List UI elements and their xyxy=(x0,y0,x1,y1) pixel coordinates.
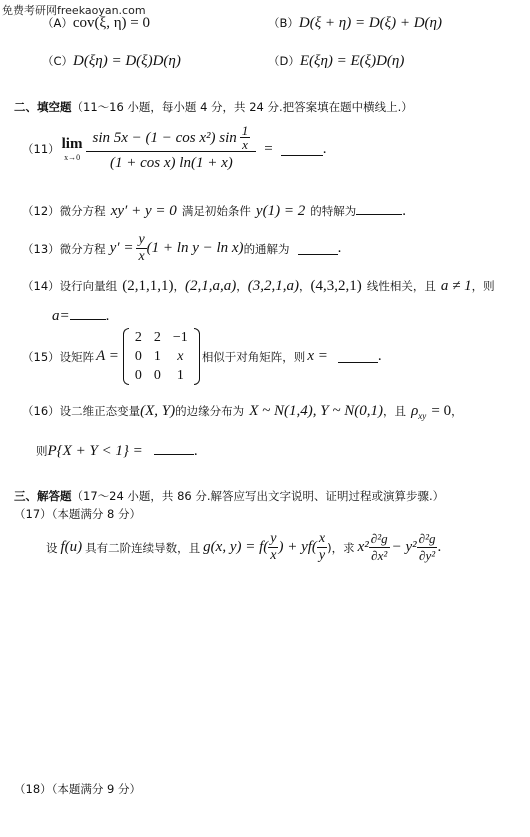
q11-inner-fraction xyxy=(240,124,251,151)
q17-text-2: 具有二阶连续导数，且 xyxy=(85,540,201,555)
q14-number: （14） xyxy=(22,279,60,293)
q11-inner-den: x xyxy=(242,137,248,152)
q16-text-2: 的边缘分布为 xyxy=(175,404,245,418)
section3-desc: （17～24 小题，共 86 分.解答应写出文字说明、证明过程或演算步骤.） xyxy=(71,489,445,503)
q13-period: . xyxy=(337,240,342,256)
q13-text-2: 的通解为 xyxy=(243,241,290,256)
q17-deriv-2-num: ∂²g xyxy=(418,531,436,546)
question-14-line2 xyxy=(52,305,109,325)
choice-a-expr: cov(ξ, η) = 0 xyxy=(72,15,151,31)
question-17 xyxy=(46,531,441,564)
q14-vector-4: (4,3,2,1) xyxy=(310,278,362,294)
q16-text-3: ，且 xyxy=(382,404,406,418)
q17-deriv-2-den: ∂y² xyxy=(419,548,436,563)
q11-fraction xyxy=(86,124,256,174)
q17-frac-1 xyxy=(268,531,278,564)
q17-close: )，求 xyxy=(327,540,355,555)
question-16 xyxy=(22,400,463,421)
q15-matrix xyxy=(123,328,200,385)
q17-f: f(u) xyxy=(60,539,83,555)
q11-inner-num: 1 xyxy=(241,123,249,138)
q17-text-1: 设 xyxy=(46,540,58,555)
q11-limit xyxy=(62,136,83,162)
q14-sep-2: ， xyxy=(236,279,248,293)
matrix-cell: −1 xyxy=(172,329,188,345)
q12-condition: y(1) = 2 xyxy=(255,203,306,219)
q16-distribution: X ~ N(1,4), Y ~ N(0,1) xyxy=(249,403,383,419)
q13-frac-den: x xyxy=(138,249,145,264)
question-14 xyxy=(22,275,495,295)
q16-rho-eq: = 0 xyxy=(431,403,452,419)
choice-a-label: （A） xyxy=(42,16,73,30)
choice-d-expr: E(ξη) = E(ξ)D(η) xyxy=(299,53,405,69)
q15-text-1: 设矩阵 xyxy=(59,349,95,364)
q16-line2-text: 则 xyxy=(36,444,48,458)
q17-label: （17）（本题满分 8 分） xyxy=(14,507,142,521)
q14-a-label: a= xyxy=(52,308,70,324)
matrix-cell: 0 xyxy=(134,367,142,383)
q15-a: A = xyxy=(96,348,119,364)
section2-title: 二、填空题 xyxy=(14,100,72,114)
q13-answer-blank xyxy=(298,242,338,255)
choice-b-expr: D(ξ + η) = D(ξ) + D(η) xyxy=(298,15,442,31)
q14-vector-3: (3,2,1,a) xyxy=(247,278,299,294)
choice-d-label: （D） xyxy=(268,54,300,68)
q17-frac-2-den: y xyxy=(318,548,326,563)
q15-period: . xyxy=(377,348,382,364)
choice-d xyxy=(268,50,404,70)
question-13 xyxy=(22,232,341,265)
q16-xy: (X, Y) xyxy=(140,403,176,419)
q17-deriv-1 xyxy=(369,531,390,564)
section2-desc: （11～16 小题，每小题 4 分，共 24 分.把答案填在题中横线上.） xyxy=(71,100,413,114)
choice-b xyxy=(268,12,442,32)
section3-title: 三、解答题 xyxy=(14,489,72,503)
q17-deriv-2 xyxy=(417,531,438,564)
matrix-cell: 2 xyxy=(153,329,161,345)
q17-frac-2 xyxy=(317,531,327,564)
q12-text-3: 的特解为 xyxy=(310,204,357,218)
question-11 xyxy=(22,124,327,174)
q17-end: . xyxy=(437,539,442,555)
q14-vector-2: (2,1,a,a) xyxy=(184,278,237,294)
q12-period: . xyxy=(402,203,407,219)
q14-text-2: 线性相关，且 xyxy=(366,279,436,293)
q14-text-1: 设行向量组 xyxy=(59,279,118,293)
question-15 xyxy=(22,328,382,385)
q12-answer-blank xyxy=(356,202,402,215)
q17-frac-1-den: x xyxy=(270,548,277,563)
q13-lhs: y′ = xyxy=(109,240,134,256)
q14-condition: a ≠ 1 xyxy=(440,278,472,294)
q16-text-1: 设二维正态变量 xyxy=(59,404,141,418)
q13-number: （13） xyxy=(22,241,60,256)
q13-fraction xyxy=(136,232,146,265)
question-16-line2 xyxy=(36,440,198,460)
q11-lim-sub: x→0 xyxy=(64,153,81,162)
question-12 xyxy=(22,200,406,220)
matrix-cell: 2 xyxy=(134,329,142,345)
q14-sep-3: ， xyxy=(298,279,311,293)
q18-label: （18）（本题满分 9 分） xyxy=(14,782,142,796)
q11-answer-blank xyxy=(281,143,323,156)
section2-heading xyxy=(14,99,413,115)
q15-x: x = xyxy=(307,348,328,364)
choice-a xyxy=(42,12,150,32)
q11-numerator xyxy=(86,124,256,152)
q14-period: . xyxy=(105,308,110,324)
q16-number: （16） xyxy=(22,404,60,418)
q11-number: （11） xyxy=(22,142,60,156)
q16-rho: ρ xyxy=(411,403,419,419)
q11-denominator: (1 + cos x) ln(1 + x) xyxy=(110,155,233,171)
q11-numerator-text: sin 5x − (1 − cos x²) sin xyxy=(92,129,237,146)
q17-x2: x² xyxy=(357,539,369,555)
q14-vector-1: (2,1,1,1) xyxy=(122,278,174,294)
q11-period: . xyxy=(322,140,327,157)
q12-number: （12） xyxy=(22,204,60,218)
q17-deriv-1-den: ∂x² xyxy=(371,548,388,563)
q14-sep-1: ， xyxy=(173,279,185,293)
q17-frac-2-num: x xyxy=(318,531,326,546)
q12-text-1: 微分方程 xyxy=(59,204,106,218)
q16-answer-blank xyxy=(154,442,194,455)
watermark: 免费考研网freekaoyan.com xyxy=(2,4,146,17)
q12-text-2: 满足初始条件 xyxy=(181,204,251,218)
q14-text-3: ，则 xyxy=(471,279,495,293)
q12-equation: xy′ + y = 0 xyxy=(110,203,177,219)
q14-answer-blank xyxy=(70,307,106,320)
choice-b-label: （B） xyxy=(268,16,299,30)
q15-text-2: 相似于对角矩阵，则 xyxy=(201,349,306,364)
q17-deriv-1-num: ∂²g xyxy=(370,531,388,546)
q13-text-1: 微分方程 xyxy=(59,241,106,256)
q17-minus: − y² xyxy=(391,539,417,555)
matrix-cell: 0 xyxy=(153,367,161,383)
q16-rho-sub: xy xyxy=(418,411,427,422)
q16-text-4: ， xyxy=(451,404,463,418)
choice-c xyxy=(42,50,181,70)
q16-line2-expr: P{X + Y < 1} = xyxy=(47,443,143,459)
choice-c-expr: D(ξη) = D(ξ)D(η) xyxy=(73,53,181,69)
section3-heading xyxy=(14,488,444,504)
q16-period: . xyxy=(193,443,198,459)
matrix-cell: 1 xyxy=(176,367,184,383)
q17-g: g(x, y) = f( xyxy=(203,539,269,555)
q17-mid: ) + yf( xyxy=(278,539,317,555)
q15-number: （15） xyxy=(22,349,60,364)
q11-equals: = xyxy=(264,140,273,157)
choice-c-label: （C） xyxy=(42,54,74,68)
q11-lim-word: lim xyxy=(61,136,83,152)
q17-frac-1-num: y xyxy=(270,531,277,546)
matrix-cell: 1 xyxy=(153,348,161,364)
q13-rhs: (1 + ln y − ln x) xyxy=(146,240,244,256)
matrix-cell: 0 xyxy=(134,348,142,364)
q15-answer-blank xyxy=(338,350,378,363)
matrix-cell: x xyxy=(177,348,184,364)
q13-frac-num: y xyxy=(138,232,145,247)
